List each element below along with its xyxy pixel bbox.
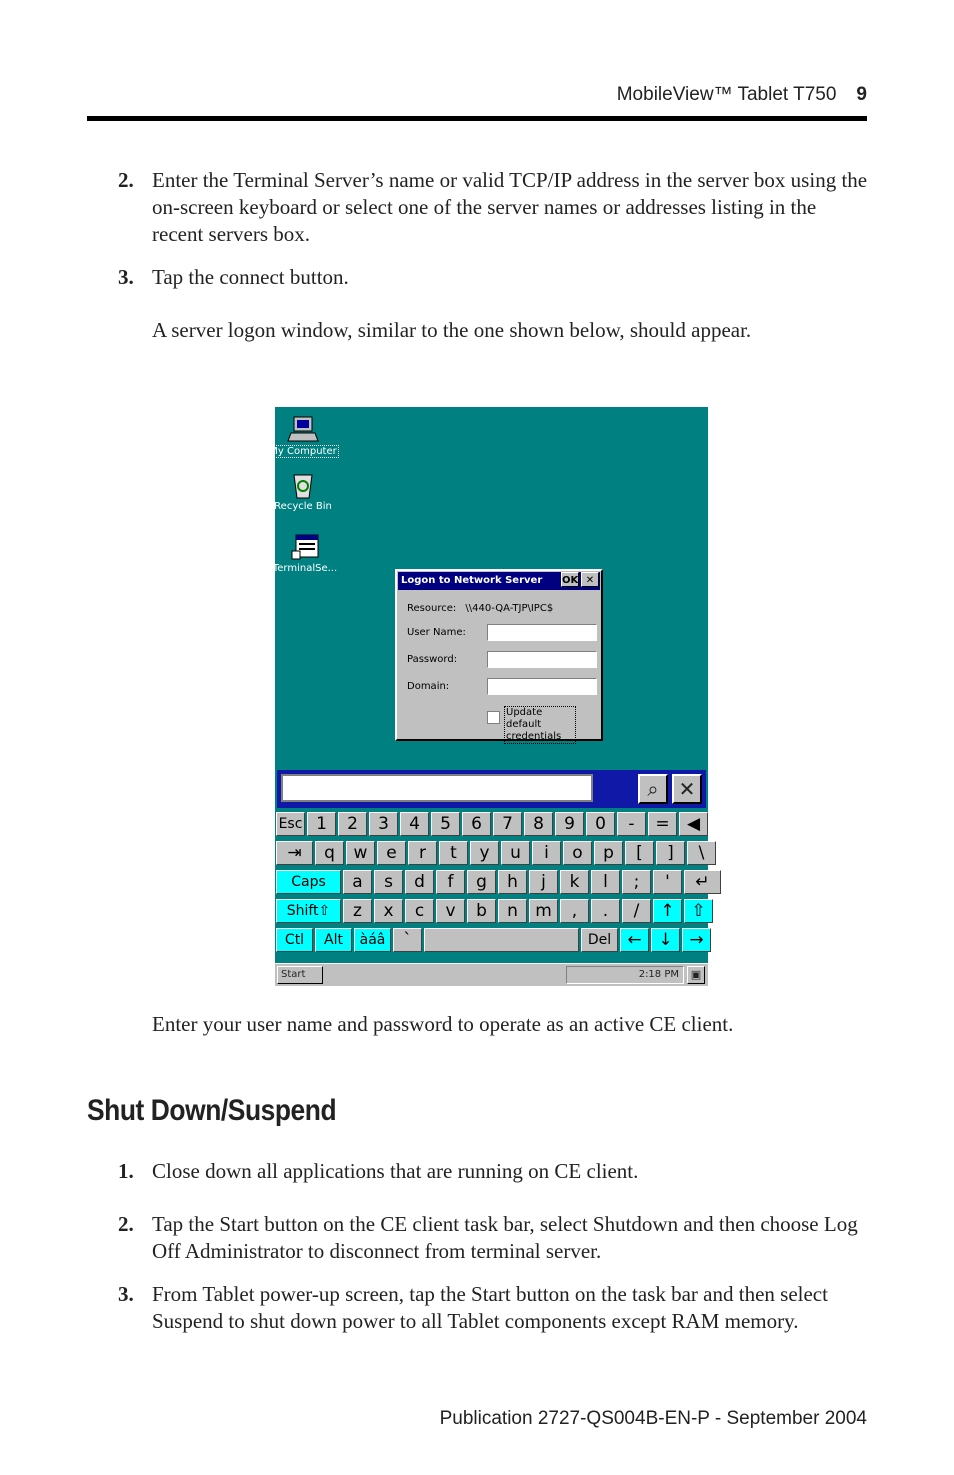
key[interactable]: Esc bbox=[276, 812, 305, 836]
key[interactable]: 8 bbox=[524, 812, 553, 836]
desktop-icon-my-computer[interactable] bbox=[267, 415, 339, 458]
system-tray bbox=[566, 966, 684, 984]
footer-publication: Publication 2727-QS004B-EN-P - September 2004 bbox=[439, 1408, 867, 1429]
key[interactable]: ↵ bbox=[684, 870, 721, 894]
terminal-server-icon bbox=[290, 533, 320, 561]
key[interactable]: a bbox=[343, 870, 372, 894]
step-item bbox=[118, 1158, 868, 1185]
resource-value: \\440-QA-TJP\IPC$ bbox=[465, 603, 554, 614]
resource-label: Resource: bbox=[407, 603, 457, 614]
update-credentials-checkbox[interactable] bbox=[487, 711, 500, 724]
key[interactable]: j bbox=[529, 870, 558, 894]
key[interactable]: Alt bbox=[315, 928, 352, 952]
key[interactable]: ⇥ bbox=[276, 841, 313, 865]
header-title: MobileView™ Tablet T750 bbox=[616, 84, 837, 105]
step-text: Tap the Start button on the CE client task bar, select Shutdown and then choose Log Off Administrator to disconnect from terminal server. bbox=[152, 1212, 858, 1263]
key[interactable]: l bbox=[591, 870, 620, 894]
key[interactable]: 5 bbox=[431, 812, 460, 836]
logon-dialog bbox=[395, 569, 603, 741]
on-screen-keyboard bbox=[275, 767, 708, 965]
step-number: 2. bbox=[118, 168, 134, 192]
step-text: From Tablet power-up screen, tap the Start button on the task bar and then select Suspend to shut down power to all Tablet components except RAM memory. bbox=[152, 1282, 828, 1333]
step-number: 2. bbox=[118, 1212, 134, 1236]
key[interactable]: o bbox=[563, 841, 592, 865]
dialog-title: Logon to Network Server bbox=[398, 572, 600, 590]
key[interactable]: ⇧ bbox=[684, 899, 713, 923]
key[interactable]: m bbox=[529, 899, 558, 923]
key[interactable]: y bbox=[470, 841, 499, 865]
clock: 2:18 PM bbox=[638, 969, 679, 980]
key[interactable]: àáâ bbox=[354, 928, 391, 952]
close-icon[interactable]: ✕ bbox=[672, 774, 702, 804]
key[interactable]: / bbox=[622, 899, 651, 923]
key[interactable]: Del bbox=[581, 928, 618, 952]
password-field[interactable] bbox=[487, 651, 597, 668]
search-icon[interactable]: ⌕ bbox=[638, 774, 668, 804]
step-number: 1. bbox=[118, 1159, 134, 1183]
step-item bbox=[118, 1281, 868, 1335]
step-item bbox=[118, 1211, 868, 1265]
step-text: Enter the Terminal Server’s name or valid TCP/IP address in the server box using the on-screen keyboard or select one of the server names or addresses listing in the recent servers box. bbox=[152, 168, 868, 246]
icon-label: My Computer bbox=[269, 446, 337, 457]
key[interactable]: x bbox=[374, 899, 403, 923]
key[interactable]: 6 bbox=[462, 812, 491, 836]
key[interactable]: ← bbox=[620, 928, 649, 952]
page-number: 9 bbox=[856, 84, 867, 105]
section-title: Shut Down/Suspend bbox=[87, 1094, 337, 1127]
keyboard-input-field[interactable] bbox=[281, 774, 593, 802]
recycle-bin-icon bbox=[290, 471, 316, 499]
logon-paragraph: A server logon window, similar to the one shown below, should appear. bbox=[152, 318, 752, 342]
user-name-label: User Name: bbox=[407, 627, 466, 638]
taskbar bbox=[275, 963, 708, 986]
key[interactable]: Shift⇧ bbox=[276, 899, 341, 923]
key[interactable]: 9 bbox=[555, 812, 584, 836]
key[interactable]: 1 bbox=[307, 812, 336, 836]
enter-paragraph: Enter your user name and password to operate as an active CE client. bbox=[152, 1012, 734, 1036]
step-text: Tap the connect button. bbox=[152, 265, 349, 289]
key[interactable]: 3 bbox=[369, 812, 398, 836]
key[interactable]: p bbox=[594, 841, 623, 865]
key[interactable]: n bbox=[498, 899, 527, 923]
space-key[interactable] bbox=[424, 928, 579, 952]
desktop-icon-terminal-server[interactable] bbox=[269, 533, 341, 574]
key[interactable]: → bbox=[682, 928, 711, 952]
step-text: Close down all applications that are running on CE client. bbox=[152, 1159, 639, 1183]
key[interactable]: f bbox=[436, 870, 465, 894]
step-number: 3. bbox=[118, 1282, 134, 1306]
key[interactable]: 7 bbox=[493, 812, 522, 836]
resource-row bbox=[407, 603, 553, 614]
password-label: Password: bbox=[407, 654, 458, 665]
key[interactable]: v bbox=[436, 899, 465, 923]
key[interactable]: - bbox=[617, 812, 646, 836]
step-number: 3. bbox=[118, 265, 134, 289]
key[interactable]: u bbox=[501, 841, 530, 865]
user-name-field[interactable] bbox=[487, 624, 597, 641]
key[interactable]: 4 bbox=[400, 812, 429, 836]
key[interactable]: g bbox=[467, 870, 496, 894]
key[interactable]: \ bbox=[687, 841, 716, 865]
step-item bbox=[118, 167, 868, 248]
key[interactable]: k bbox=[560, 870, 589, 894]
start-button[interactable]: Start bbox=[277, 966, 323, 984]
update-credentials-label: Update default credentials bbox=[504, 706, 576, 744]
ok-button[interactable]: OK bbox=[561, 572, 579, 587]
domain-field[interactable] bbox=[487, 678, 597, 695]
key[interactable]: 0 bbox=[586, 812, 615, 836]
key[interactable]: Ctl bbox=[276, 928, 313, 952]
key[interactable]: Caps bbox=[276, 870, 341, 894]
key[interactable]: e bbox=[377, 841, 406, 865]
key[interactable]: w bbox=[346, 841, 375, 865]
page-header bbox=[617, 84, 867, 106]
step-item bbox=[118, 264, 868, 291]
icon-label: TerminalSe... bbox=[272, 563, 338, 574]
key[interactable]: ] bbox=[656, 841, 685, 865]
desktop-icon[interactable]: ▣ bbox=[687, 966, 705, 984]
header-rule bbox=[87, 116, 867, 121]
key[interactable]: ; bbox=[622, 870, 651, 894]
desktop-icon-recycle-bin[interactable] bbox=[267, 471, 339, 512]
icon-label: Recycle Bin bbox=[274, 501, 332, 512]
key[interactable]: = bbox=[648, 812, 677, 836]
close-button[interactable]: ✕ bbox=[581, 572, 599, 587]
key[interactable]: z bbox=[343, 899, 372, 923]
key[interactable]: ' bbox=[653, 870, 682, 894]
domain-label: Domain: bbox=[407, 681, 450, 692]
key[interactable]: ↓ bbox=[651, 928, 680, 952]
key[interactable]: c bbox=[405, 899, 434, 923]
key[interactable]: r bbox=[408, 841, 437, 865]
key[interactable]: b bbox=[467, 899, 496, 923]
key[interactable]: ` bbox=[393, 928, 422, 952]
key[interactable]: ↑ bbox=[653, 899, 682, 923]
key[interactable]: ◀ bbox=[679, 812, 708, 836]
key[interactable]: 2 bbox=[338, 812, 367, 836]
key[interactable]: d bbox=[405, 870, 434, 894]
key[interactable]: h bbox=[498, 870, 527, 894]
key[interactable]: , bbox=[560, 899, 589, 923]
key[interactable]: . bbox=[591, 899, 620, 923]
computer-icon bbox=[288, 415, 318, 443]
key[interactable]: q bbox=[315, 841, 344, 865]
key[interactable]: s bbox=[374, 870, 403, 894]
ce-screenshot bbox=[269, 407, 710, 986]
keyboard-input-bar bbox=[277, 770, 706, 808]
key[interactable]: i bbox=[532, 841, 561, 865]
key[interactable]: t bbox=[439, 841, 468, 865]
key[interactable]: [ bbox=[625, 841, 654, 865]
